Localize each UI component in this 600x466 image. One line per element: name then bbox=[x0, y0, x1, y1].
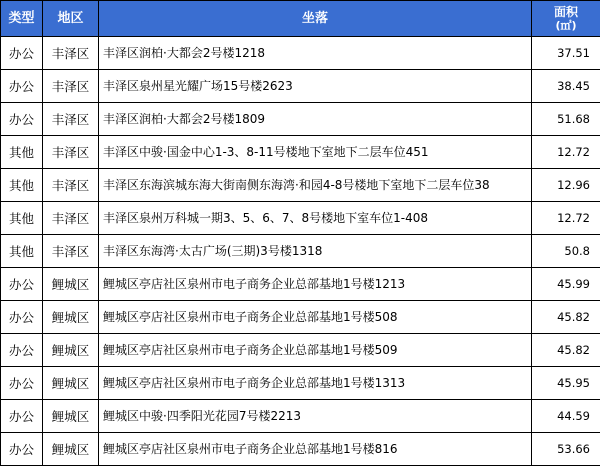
table-row bbox=[1, 433, 600, 466]
table-row bbox=[1, 334, 600, 367]
table-row bbox=[1, 103, 600, 136]
row-area: 51.68 bbox=[532, 103, 600, 136]
header-area-label: 面积 bbox=[554, 5, 578, 19]
row-type: 办公 bbox=[1, 367, 43, 400]
row-area: 53.66 bbox=[532, 433, 600, 466]
header-address: 坐落 bbox=[99, 1, 532, 37]
row-address: 丰泽区润柏·大都会2号楼1218 bbox=[99, 37, 532, 70]
row-type: 办公 bbox=[1, 70, 43, 103]
row-district: 丰泽区 bbox=[43, 37, 99, 70]
table-row bbox=[1, 268, 600, 301]
row-area: 12.72 bbox=[532, 136, 600, 169]
row-area: 45.82 bbox=[532, 301, 600, 334]
row-area: 37.51 bbox=[532, 37, 600, 70]
header-type: 类型 bbox=[1, 1, 43, 37]
row-district: 鲤城区 bbox=[43, 334, 99, 367]
row-type: 其他 bbox=[1, 169, 43, 202]
row-district: 丰泽区 bbox=[43, 70, 99, 103]
row-address: 鲤城区亭店社区泉州市电子商务企业总部基地1号楼509 bbox=[99, 334, 532, 367]
table-row bbox=[1, 301, 600, 334]
table-row bbox=[1, 367, 600, 400]
row-area: 45.95 bbox=[532, 367, 600, 400]
row-district: 丰泽区 bbox=[43, 103, 99, 136]
row-address: 鲤城区亭店社区泉州市电子商务企业总部基地1号楼816 bbox=[99, 433, 532, 466]
row-address: 丰泽区泉州星光耀广场15号楼2623 bbox=[99, 70, 532, 103]
row-area: 12.96 bbox=[532, 169, 600, 202]
table-row bbox=[1, 37, 600, 70]
row-district: 鲤城区 bbox=[43, 268, 99, 301]
table-header-row bbox=[1, 1, 600, 37]
row-district: 鲤城区 bbox=[43, 301, 99, 334]
row-address: 丰泽区润柏·大都会2号楼1809 bbox=[99, 103, 532, 136]
row-district: 丰泽区 bbox=[43, 136, 99, 169]
row-area: 12.72 bbox=[532, 202, 600, 235]
table-row bbox=[1, 202, 600, 235]
row-district: 丰泽区 bbox=[43, 235, 99, 268]
row-address: 鲤城区中骏·四季阳光花园7号楼2213 bbox=[99, 400, 532, 433]
row-type: 办公 bbox=[1, 268, 43, 301]
row-address: 丰泽区泉州万科城一期3、5、6、7、8号楼地下室车位1-408 bbox=[99, 202, 532, 235]
row-area: 44.59 bbox=[532, 400, 600, 433]
row-type: 其他 bbox=[1, 202, 43, 235]
row-type: 其他 bbox=[1, 136, 43, 169]
table-row bbox=[1, 235, 600, 268]
row-type: 办公 bbox=[1, 433, 43, 466]
row-area: 50.8 bbox=[532, 235, 600, 268]
row-address: 鲤城区亭店社区泉州市电子商务企业总部基地1号楼508 bbox=[99, 301, 532, 334]
table-body bbox=[1, 37, 600, 466]
row-area: 38.45 bbox=[532, 70, 600, 103]
table-row bbox=[1, 400, 600, 433]
row-type: 办公 bbox=[1, 400, 43, 433]
row-district: 丰泽区 bbox=[43, 169, 99, 202]
row-district: 丰泽区 bbox=[43, 202, 99, 235]
row-district: 鲤城区 bbox=[43, 433, 99, 466]
row-address: 鲤城区亭店社区泉州市电子商务企业总部基地1号楼1213 bbox=[99, 268, 532, 301]
header-district: 地区 bbox=[43, 1, 99, 37]
row-district: 鲤城区 bbox=[43, 400, 99, 433]
table-row bbox=[1, 136, 600, 169]
table-row bbox=[1, 169, 600, 202]
row-type: 办公 bbox=[1, 103, 43, 136]
row-area: 45.99 bbox=[532, 268, 600, 301]
table-row bbox=[1, 70, 600, 103]
row-type: 其他 bbox=[1, 235, 43, 268]
row-type: 办公 bbox=[1, 334, 43, 367]
row-district: 鲤城区 bbox=[43, 367, 99, 400]
header-area bbox=[532, 1, 600, 37]
row-address: 鲤城区亭店社区泉州市电子商务企业总部基地1号楼1313 bbox=[99, 367, 532, 400]
header-area-unit: (㎡) bbox=[532, 19, 600, 32]
row-type: 办公 bbox=[1, 37, 43, 70]
row-type: 办公 bbox=[1, 301, 43, 334]
row-address: 丰泽区中骏·国金中心1-3、8-11号楼地下室地下二层车位451 bbox=[99, 136, 532, 169]
row-address: 丰泽区东海湾·太古广场(三期)3号楼1318 bbox=[99, 235, 532, 268]
row-area: 45.82 bbox=[532, 334, 600, 367]
row-address: 丰泽区东海滨城东海大街南侧东海湾·和园4-8号楼地下室地下二层车位38 bbox=[99, 169, 532, 202]
